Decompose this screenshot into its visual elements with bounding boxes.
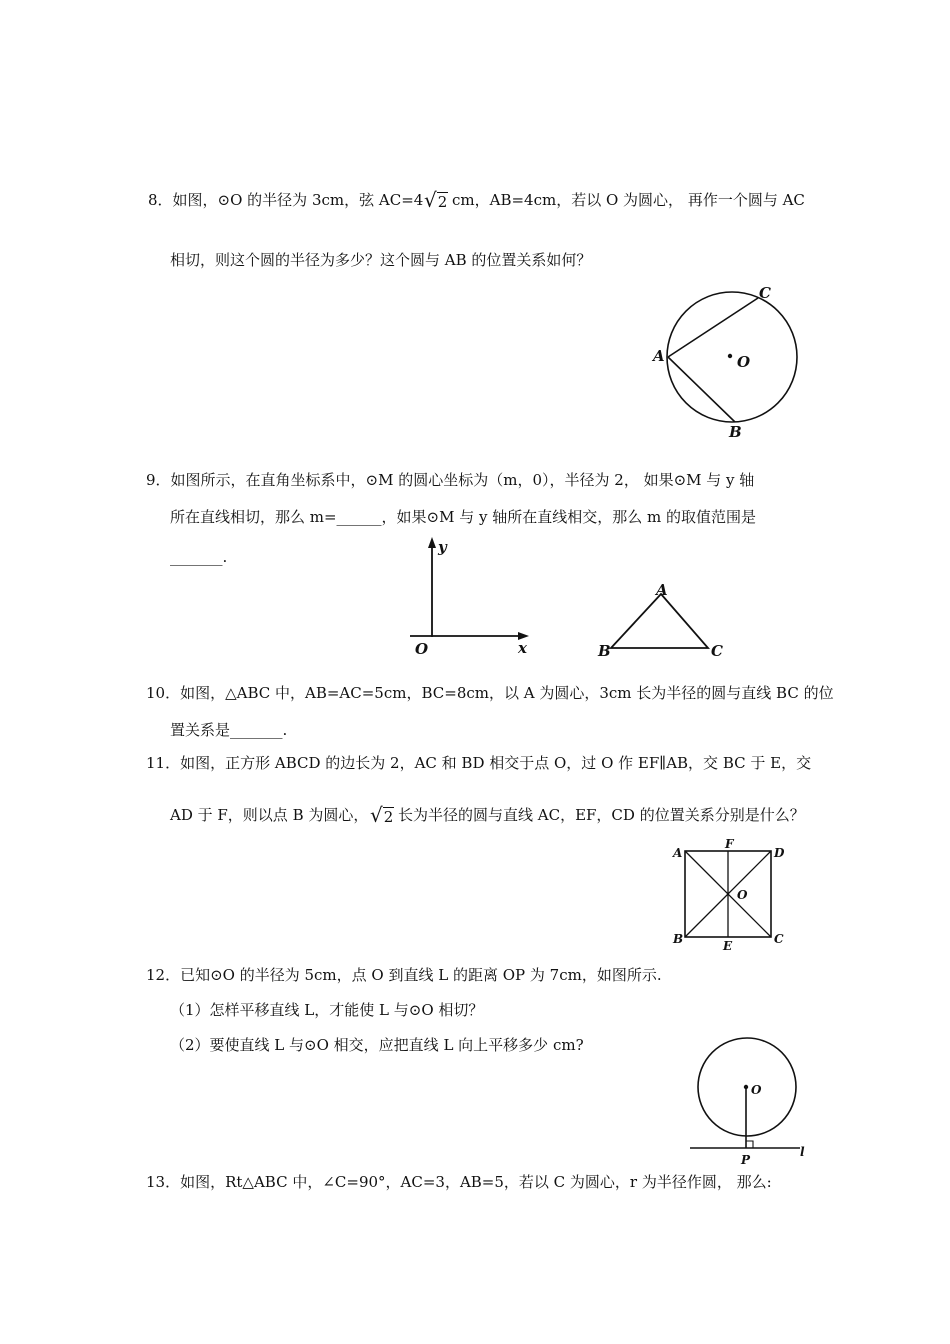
- q11-line1: 11．如图，正方形 ABCD 的边长为 2，AC 和 BD 相交于点 O，过 O 作 EF∥AB，交 BC 于 E，交: [146, 754, 812, 772]
- q11-sqrt-radical: √2: [370, 803, 394, 827]
- q10-line1: 10．如图，△ABC 中，AB=AC=5cm，BC=8cm，以 A 为圆心，3cm 长为半径的圆与直线 BC 的位: [146, 684, 834, 702]
- q11-line2-part2: 长为半径的圆与直线 AC，EF，CD 的位置关系分别是什么？: [398, 806, 805, 824]
- q11-line2-part1: AD 于 F，则以点 B 为圆心，: [170, 806, 369, 824]
- q8-label-b: B: [729, 423, 742, 441]
- q10-triangle-figure: [595, 582, 725, 662]
- q12-circle-line-figure: [685, 1038, 815, 1168]
- q12-line1: 12．已知⊙O 的半径为 5cm，点 O 到直线 L 的距离 OP 为 7cm，如图所示.: [146, 966, 662, 984]
- q13-line1: 13．如图，Rt△ABC 中，∠C=90°，AC=3，AB=5，若以 C 为圆心，r 为半径作圆， 那么:: [146, 1173, 772, 1191]
- q11-label-c: C: [774, 932, 784, 946]
- q11-label-a: A: [673, 846, 683, 860]
- q8-line1-part2: cm，AB=4cm，若以 O 为圆心， 再作一个圆与 AC: [452, 191, 805, 209]
- q8-line1-part1: 8．如图，⊙O 的半径为 3cm，弦 AC=4: [148, 191, 424, 209]
- q10-triangle: [611, 594, 708, 648]
- q12-label-o: O: [751, 1083, 762, 1097]
- q10-label-a: A: [656, 581, 668, 599]
- q11-label-o: O: [737, 888, 748, 902]
- q8-circle-figure: [653, 284, 805, 441]
- q8-label-o: O: [737, 353, 751, 371]
- q9-line3: _______.: [170, 548, 228, 566]
- q12-right-angle-mark: [746, 1141, 753, 1148]
- q9-label-origin: O: [415, 640, 429, 658]
- q9-label-x: x: [518, 639, 527, 657]
- q9-line1: 9．如图所示，在直角坐标系中，⊙M 的圆心坐标为（m，0），半径为 2， 如果⊙M 与 y 轴: [146, 471, 755, 489]
- q11-sqrt-value: 2: [383, 808, 394, 826]
- q8-sqrt-radical: √2: [424, 188, 448, 212]
- q8-chord-ab: [668, 357, 735, 422]
- q11-label-b: B: [673, 932, 684, 946]
- q11-label-d: D: [774, 846, 785, 860]
- q9-axes-figure: [405, 535, 545, 660]
- q8-sqrt-value: 2: [437, 193, 448, 211]
- q9-y-arrow: [428, 537, 436, 548]
- q9-label-y: y: [438, 538, 447, 556]
- q10-label-b: B: [598, 642, 611, 660]
- q8-label-c: C: [759, 284, 771, 302]
- q10-line2: 置关系是_______.: [170, 721, 288, 739]
- q12-sub1: （1）怎样平移直线 L，才能使 L 与⊙O 相切？: [170, 1001, 484, 1019]
- q11-label-f: F: [725, 837, 734, 851]
- q11-label-e: E: [723, 939, 733, 953]
- q8-label-a: A: [653, 347, 665, 365]
- q8-chord-ac: [668, 298, 758, 357]
- q9-line2: 所在直线相切，那么 m=______，如果⊙M 与 y 轴所在直线相交，那么 m 的取值范围是: [170, 508, 757, 526]
- q8-center-dot: [728, 354, 732, 358]
- q8-line2: 相切，则这个圆的半径为多少？这个圆与 AB 的位置关系如何？: [170, 251, 592, 269]
- q8-circle: [667, 292, 797, 422]
- q12-label-p: P: [741, 1153, 751, 1167]
- q12-label-l: l: [800, 1145, 805, 1159]
- q10-label-c: C: [711, 642, 723, 660]
- q12-sub2: （2）要使直线 L 与⊙O 相交，应把直线 L 向上平移多少 cm?: [170, 1036, 584, 1054]
- q11-square-figure: [670, 838, 820, 953]
